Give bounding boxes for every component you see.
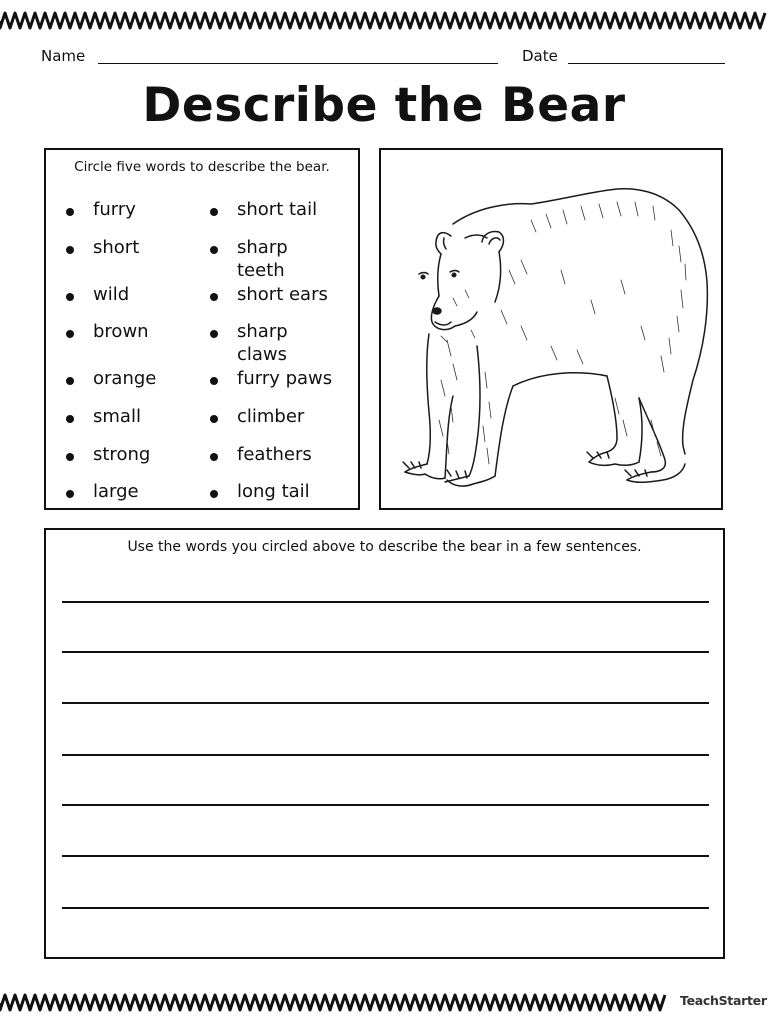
bullet-icon: [66, 208, 74, 216]
bullet-icon: [210, 330, 218, 338]
bullet-icon: [66, 377, 74, 385]
bear-illustration-box: [379, 148, 723, 510]
bullet-icon: [210, 377, 218, 385]
bullet-icon: [210, 415, 218, 423]
date-field-line[interactable]: [568, 63, 725, 64]
bullet-icon: [210, 490, 218, 498]
bullet-icon: [210, 246, 218, 254]
writing-line[interactable]: [62, 601, 709, 603]
bullet-icon: [210, 453, 218, 461]
bullet-icon: [66, 490, 74, 498]
bear-icon: [381, 150, 721, 508]
word-bank-instruction: Circle five words to describe the bear.: [74, 159, 330, 175]
writing-line[interactable]: [62, 907, 709, 909]
bullet-icon: [66, 246, 74, 254]
writing-line[interactable]: [62, 651, 709, 653]
writing-line[interactable]: [62, 754, 709, 756]
top-zigzag-border: [0, 10, 768, 32]
date-label: Date: [522, 47, 558, 65]
writing-line[interactable]: [62, 855, 709, 857]
writing-box: [44, 528, 725, 959]
bullet-icon: [210, 293, 218, 301]
writing-instruction: Use the words you circled above to describe the bear in a few sentences.: [127, 539, 642, 555]
page-title: Describe the Bear: [142, 78, 626, 133]
name-label: Name: [41, 47, 86, 65]
bullet-icon: [66, 453, 74, 461]
bullet-icon: [66, 415, 74, 423]
bullet-icon: [66, 330, 74, 338]
writing-line[interactable]: [62, 702, 709, 704]
name-field-line[interactable]: [98, 63, 498, 64]
name-date-row: [0, 47, 768, 71]
bullet-icon: [210, 208, 218, 216]
word-bank-box: Circle five words to describe the bear. furry short wild brown orange small strong large short tail sharp teeth short ears sharp claws furry paws climber feathers long tail: [44, 148, 360, 510]
brand-logo: TeachStarter: [680, 993, 767, 1008]
bullet-icon: [66, 293, 74, 301]
writing-line[interactable]: [62, 804, 709, 806]
bottom-zigzag-border: [0, 992, 670, 1014]
